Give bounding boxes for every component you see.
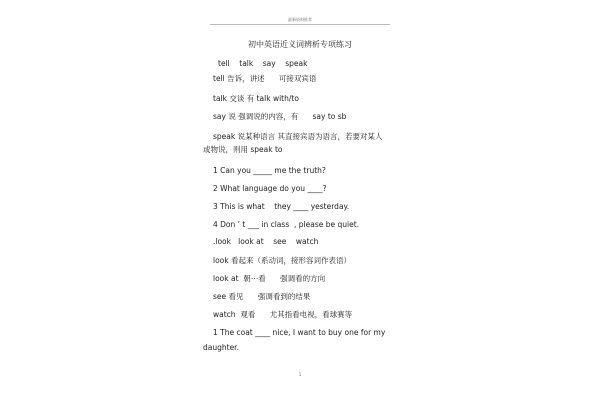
question-line: 3 This is what they ____ yesterday.: [213, 202, 350, 211]
text-line: tell 告诉，讲述 可接双宾语: [213, 74, 317, 83]
text-line: say 说 强调说的内容，有 say to sb: [213, 112, 347, 121]
text-line: look at 朝⋯看 强调看的方向: [213, 274, 326, 283]
text-line: speak 说某种语言 其直接宾语为语言，若要对某人: [213, 132, 383, 141]
page-header: 最新资料推荐: [288, 17, 312, 22]
text-line: tell talk say speak: [218, 59, 308, 68]
text-line: watch 观看 尤其指看电视，看球赛等: [213, 310, 353, 319]
text-line: see 看见 强调看到的结果: [213, 292, 311, 301]
question-line: 2 What language do you ____?: [213, 184, 327, 193]
text-line: .look look at see watch: [213, 237, 319, 246]
question-line: 1 Can you _____ me the truth?: [213, 166, 326, 175]
text-line: look 看起来（系动词，接形容词作表语）: [213, 256, 351, 265]
page-number: 1: [298, 372, 302, 377]
question-line: daughter.: [203, 343, 239, 352]
document-title: 初中英语近义词辨析专项练习: [248, 40, 352, 49]
question-line: 4 Don ’ t ___ in class , please be quiet.: [213, 220, 360, 229]
header-rule: [210, 24, 390, 25]
text-line: talk 交谈 有 talk with/to: [213, 94, 299, 103]
text-line: 或物说，则用 speak to: [203, 145, 283, 154]
question-line: 1 The coat ____ nice, I want to buy one for my: [213, 328, 386, 337]
